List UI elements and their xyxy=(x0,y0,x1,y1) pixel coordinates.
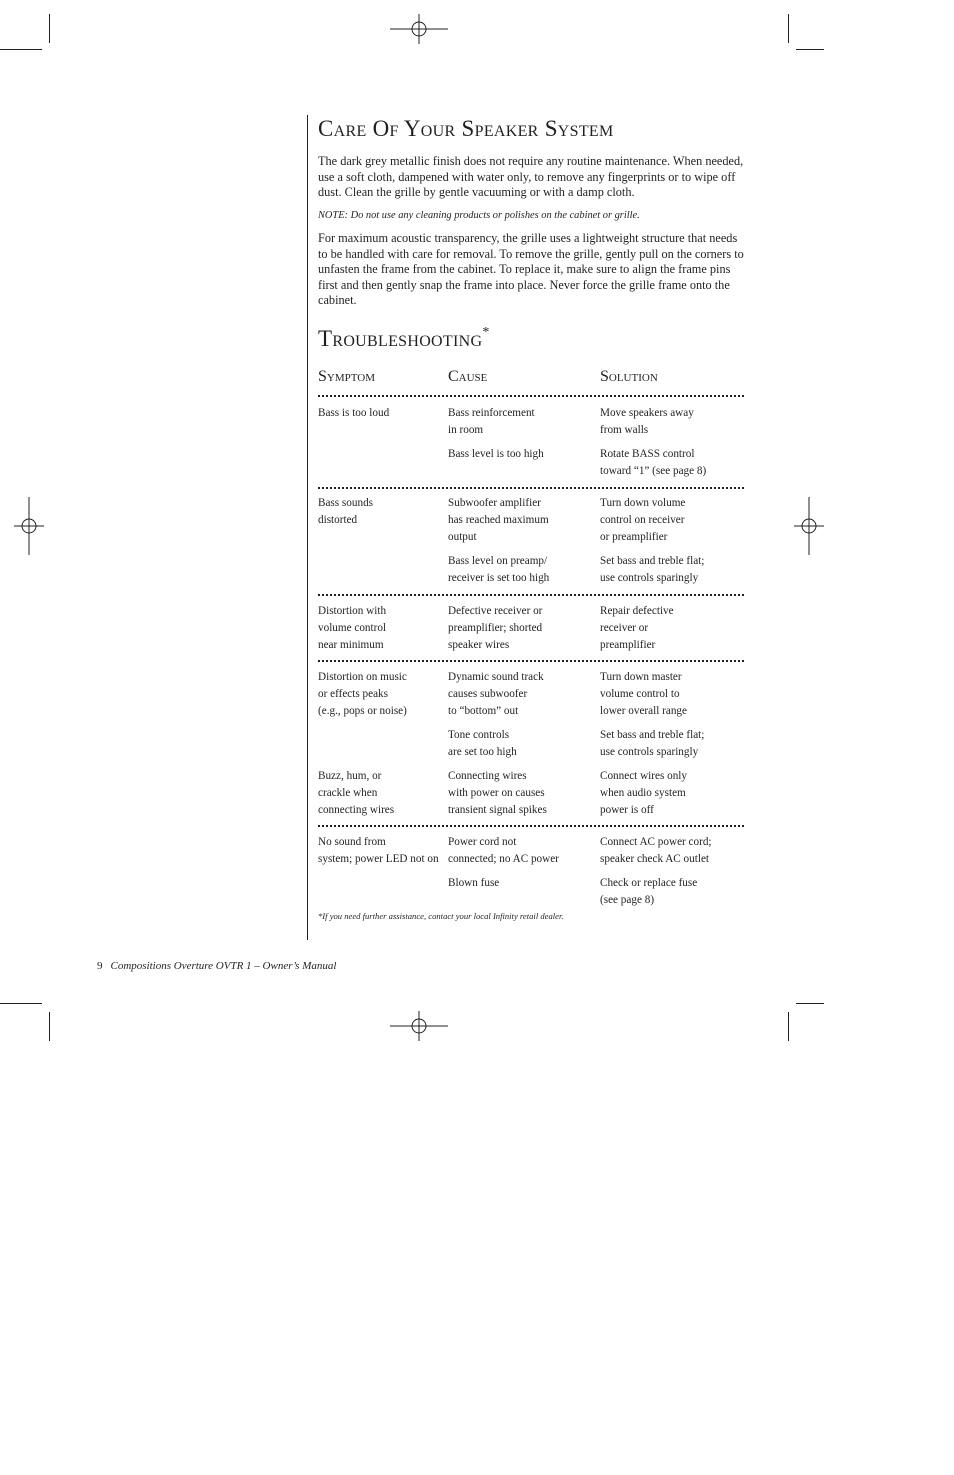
table-cell-solution: Turn down volume control on receiver or preamplifier xyxy=(600,497,686,543)
crop-mark xyxy=(49,14,50,43)
table-cell-symptom: Buzz, hum, or crackle when connecting wires xyxy=(318,770,395,816)
care-paragraph-finish: The dark grey metallic finish does not require any routine maintenance. When needed, use a soft cloth, dampened with water only, to remove any fingerprints or to wipe off dust. Clean the grille by gentle vacuuming or with a damp cloth. xyxy=(318,154,744,200)
table-cell-symptom: Bass is too loud xyxy=(318,407,390,419)
crop-mark xyxy=(49,1012,50,1041)
content-margin-rule xyxy=(307,115,308,940)
crop-mark xyxy=(788,14,789,43)
footnote: *If you need further assistance, contact your local Infinity retail dealer. xyxy=(318,911,564,921)
column-header-symptom: Symptom xyxy=(318,368,375,385)
page-number: 9 xyxy=(97,960,103,972)
crop-mark xyxy=(0,1003,42,1004)
registration-mark-icon xyxy=(390,0,448,58)
table-cell-cause: Bass level is too high xyxy=(448,448,544,460)
table-cell-solution: Turn down master volume control to lower overall range xyxy=(600,671,687,717)
table-cell-cause: Tone controls are set too high xyxy=(448,729,517,758)
table-cell-symptom: Distortion with volume control near minimum xyxy=(318,605,387,651)
table-cell-solution: Move speakers away from walls xyxy=(600,407,694,436)
table-cell-cause: Connecting wires with power on causes transient signal spikes xyxy=(448,770,547,816)
footnote-marker: * xyxy=(482,325,490,340)
registration-mark-icon xyxy=(0,497,58,555)
dotted-divider xyxy=(318,660,744,662)
table-cell-symptom: Distortion on music or effects peaks (e.g., pops or noise) xyxy=(318,671,407,717)
dotted-divider xyxy=(318,395,744,397)
dotted-divider xyxy=(318,487,744,489)
table-cell-cause: Bass reinforcement in room xyxy=(448,407,535,436)
crop-mark xyxy=(788,1012,789,1041)
crop-mark xyxy=(0,49,42,50)
care-heading: Care Of Your Speaker System xyxy=(318,116,614,141)
table-cell-solution: Repair defective receiver or preamplifier xyxy=(600,605,674,651)
column-header-cause: Cause xyxy=(448,368,488,385)
table-cell-cause: Power cord not connected; no AC power xyxy=(448,836,559,865)
page-footer xyxy=(97,961,336,972)
crop-mark xyxy=(796,1003,824,1004)
table-cell-symptom: Bass sounds distorted xyxy=(318,497,374,526)
troubleshooting-heading xyxy=(318,326,490,350)
table-cell-solution: Connect AC power cord; speaker check AC outlet xyxy=(600,836,712,865)
table-cell-cause: Blown fuse xyxy=(448,877,500,889)
care-paragraph-grille: For maximum acoustic transparency, the grille uses a lightweight structure that needs to be handled with care for removal. To remove the grille, gently pull on the corners to unfasten the frame from the cabinet. To replace it, make sure to align the frame pins first and then gently snap the frame into place. Never force the grille frame onto the cabinet. xyxy=(318,231,744,308)
table-cell-solution: Check or replace fuse (see page 8) xyxy=(600,877,698,906)
registration-mark-icon xyxy=(390,997,448,1055)
manual-title: Compositions Overture OVTR 1 – Owner’s Manual xyxy=(110,960,337,972)
table-cell-cause: Subwoofer amplifier has reached maximum output xyxy=(448,497,549,543)
table-cell-solution: Connect wires only when audio system power is off xyxy=(600,770,687,816)
table-cell-cause: Bass level on preamp/ receiver is set too high xyxy=(448,555,550,584)
table-cell-solution: Set bass and treble flat; use controls sparingly xyxy=(600,555,705,584)
table-cell-solution: Rotate BASS control toward “1” (see page 8) xyxy=(600,448,707,477)
crop-mark xyxy=(796,49,824,50)
troubleshooting-title: Troubleshooting xyxy=(318,326,483,351)
column-header-solution: Solution xyxy=(600,368,658,385)
care-note: NOTE: Do not use any cleaning products or polishes on the cabinet or grille. xyxy=(318,210,640,221)
dotted-divider xyxy=(318,825,744,827)
table-cell-cause: Dynamic sound track causes subwoofer to “bottom” out xyxy=(448,671,544,717)
registration-mark-icon xyxy=(780,497,838,555)
table-cell-solution: Set bass and treble flat; use controls sparingly xyxy=(600,729,705,758)
table-cell-symptom: No sound from system; power LED not on xyxy=(318,836,439,865)
dotted-divider xyxy=(318,594,744,596)
table-cell-cause: Defective receiver or preamplifier; shorted speaker wires xyxy=(448,605,543,651)
